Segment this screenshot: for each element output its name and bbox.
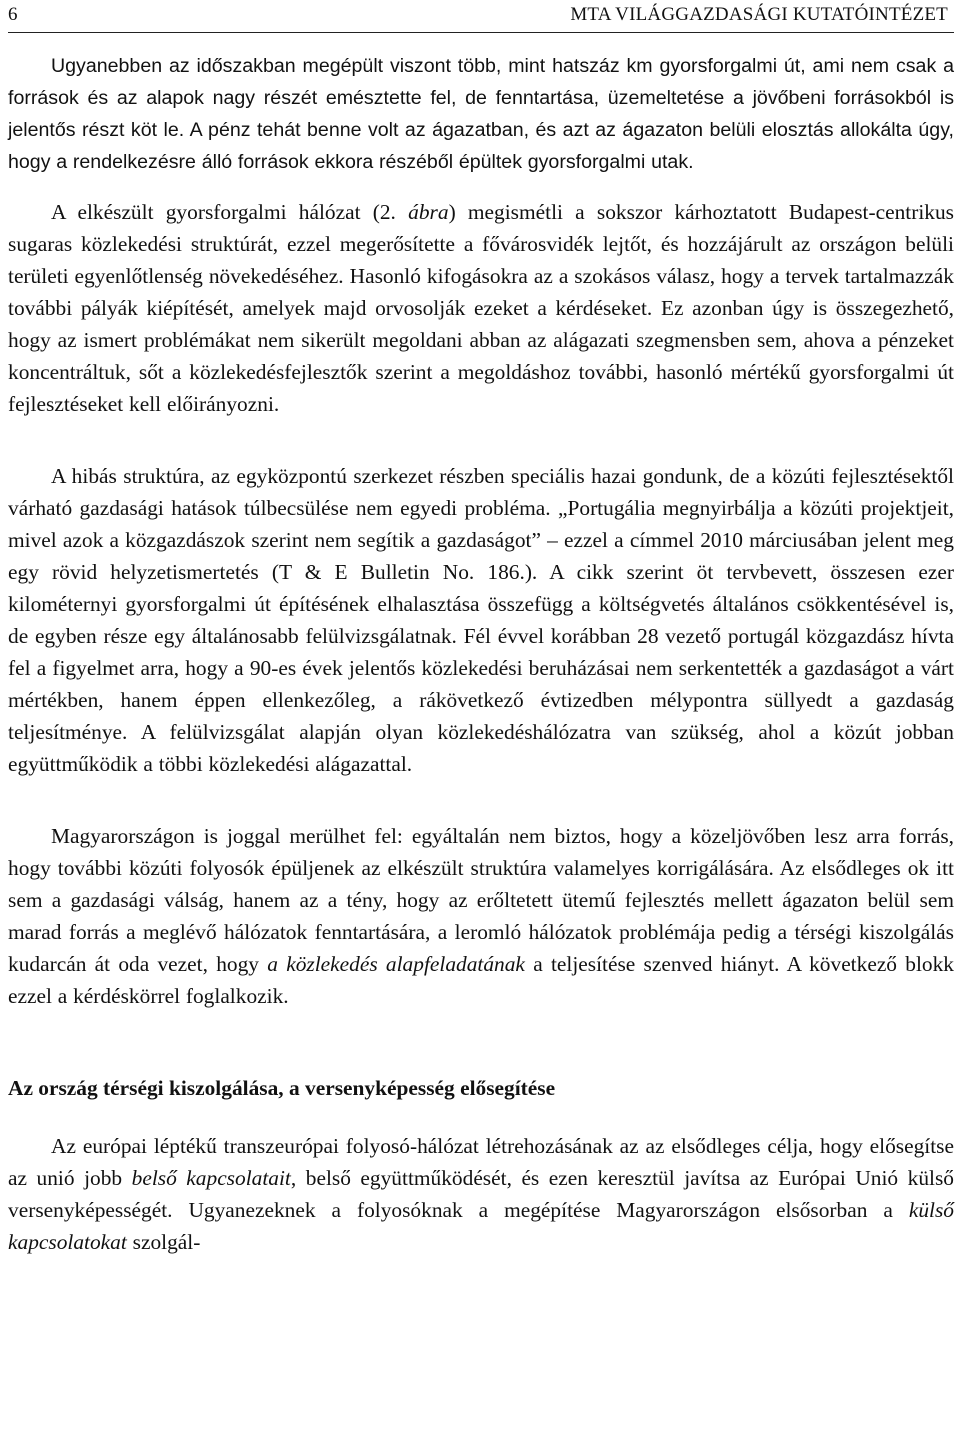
page-header [8,0,954,33]
paragraph-2-part-2: ) megismétli a sokszor kárhoztatott Budapest-centrikus sugaras közlekedési struktúrát, ezzel megerősítette a fővárosvidék lejtőt, és hozzájárult az országon belüli területi egyenlőtlenség növekedéséhez. Hasonló kifogásokra az a szokásos válasz, hogy a tervek tartalmazzák további pályák kiépítését, amelyek majd orvosolják ezeket a kérdéseket. Ez azonban úgy is összegezhető, hogy az ismert problémákat nem sikerült megoldani abban az alágazati szegmensben sem, ahova a pénzeket koncentráltuk, sőt a közlekedésfejlesztők szerint a megoldáshoz további, hasonló mértékű gyorsforgalmi út fejlesztéseket kell előirányozni. [8,200,954,416]
paragraph-2 [8,196,954,420]
paragraph-2-part-1: A elkészült gyorsforgalmi hálózat (2. [51,200,409,224]
paragraph-5-part-1: Az európai léptékű transzeurópai folyosó-hálózat létrehozásának az az elsődleges célja, hogy elősegítse az unió jobb [8,1134,954,1190]
page-number: 6 [8,4,18,25]
page-body [8,50,954,1258]
figure-reference: ábra [408,200,449,224]
paragraph-3: A hibás struktúra, az egyközpontú szerkezet részben speciális hazai gondunk, de a közúti fejlesztésektől várható gazdasági hatások túlbecsülése nem egyedi probléma. „Portugália megnyirbálja a közúti projektjeit, mivel azok a közgazdászok szerint nem segítik a gazdaságot” – ezzel a címmel 2010 márciusában jelent meg egy rövid helyzetismertetés (T & E Bulletin No. 186.). A cikk szerint öt tervbevett, összesen ezer kilométernyi gyorsforgalmi út építésének elhalasztása összefügg a költségvetés általános csökkentésével is, de egyben része egy általánosabb felülvizsgálatnak. Fél évvel korábban 28 vezető portugál közgazdász hívta fel a figyelmet arra, hogy a 90-es évek jelentős közlekedési beruházásai nem serkentették a gazdaságot a várt mértékben, hanem éppen ellenkezőleg, a rákövetkező évtizedben mélypontra süllyedt a gazdaság teljesítménye. A felülvizsgálat alapján olyan közlekedéshálózatra van szükség, ahol a közút jobban együttműködik a többi közlekedési alágazattal. [8,464,954,776]
paragraph-5-emphasis-1: belső kapcsolatait [131,1166,291,1190]
paragraph-5-part-3: szolgál- [126,1230,201,1254]
paragraph-5 [8,1130,954,1258]
paragraph-4-part-1: Magyarországon is joggal merülhet fel: egyáltalán nem biztos, hogy a közeljövőben lesz arra forrás, hogy további közúti folyosók épüljenek az elkészült struktúra valamelyes korrigálására. Az elsődleges ok itt sem a gazdasági válság, hanem az a tény, hogy az erőltetett ütemű fejlesztés mellett ágazaton belül sem marad forrás a meglévő hálózatok fenntartására, a leromló hálózatok problémája pedig a térségi kiszolgálás kudarcán át oda vezet, hogy [8,824,954,976]
section-heading: Az ország térségi kiszolgálása, a versenyképesség elősegítése [8,1076,556,1100]
paragraph-4-part-2: a teljesítése szenved hiányt. A következő blokk ezzel a kérdéskörrel foglalkozik. [8,952,954,1008]
paragraph-5-emphasis-2: külső kapcsolatokat [8,1198,954,1254]
paragraph-4 [8,820,954,1012]
paragraph-1: Ugyanebben az időszakban megépült viszont több, mint hatszáz km gyorsforgalmi út, ami nem csak a források és az alapok nagy részét emésztette fel, de fenntartása, üzemeltetése a jövőbeni forrásokból is jelentős részt köt le. A pénz tehát benne volt az ágazatban, és azt az ágazaton belüli elosztás allokálta úgy, hogy a rendelkezésre álló források ekkora részéből épültek gyorsforgalmi utak. [8,55,954,173]
paragraph-5-part-2: , belső együttműködését, és ezen keresztül javítsa az Európai Unió külső versenyképességét. Ugyanezeknek a folyosóknak a megépítése Magyarországon elsősorban a [8,1166,955,1222]
paragraph-4-emphasis: a közlekedés alapfeladatának [267,952,525,976]
running-head: MTA VILÁGGAZDASÁGI KUTATÓINTÉZET [570,4,948,25]
